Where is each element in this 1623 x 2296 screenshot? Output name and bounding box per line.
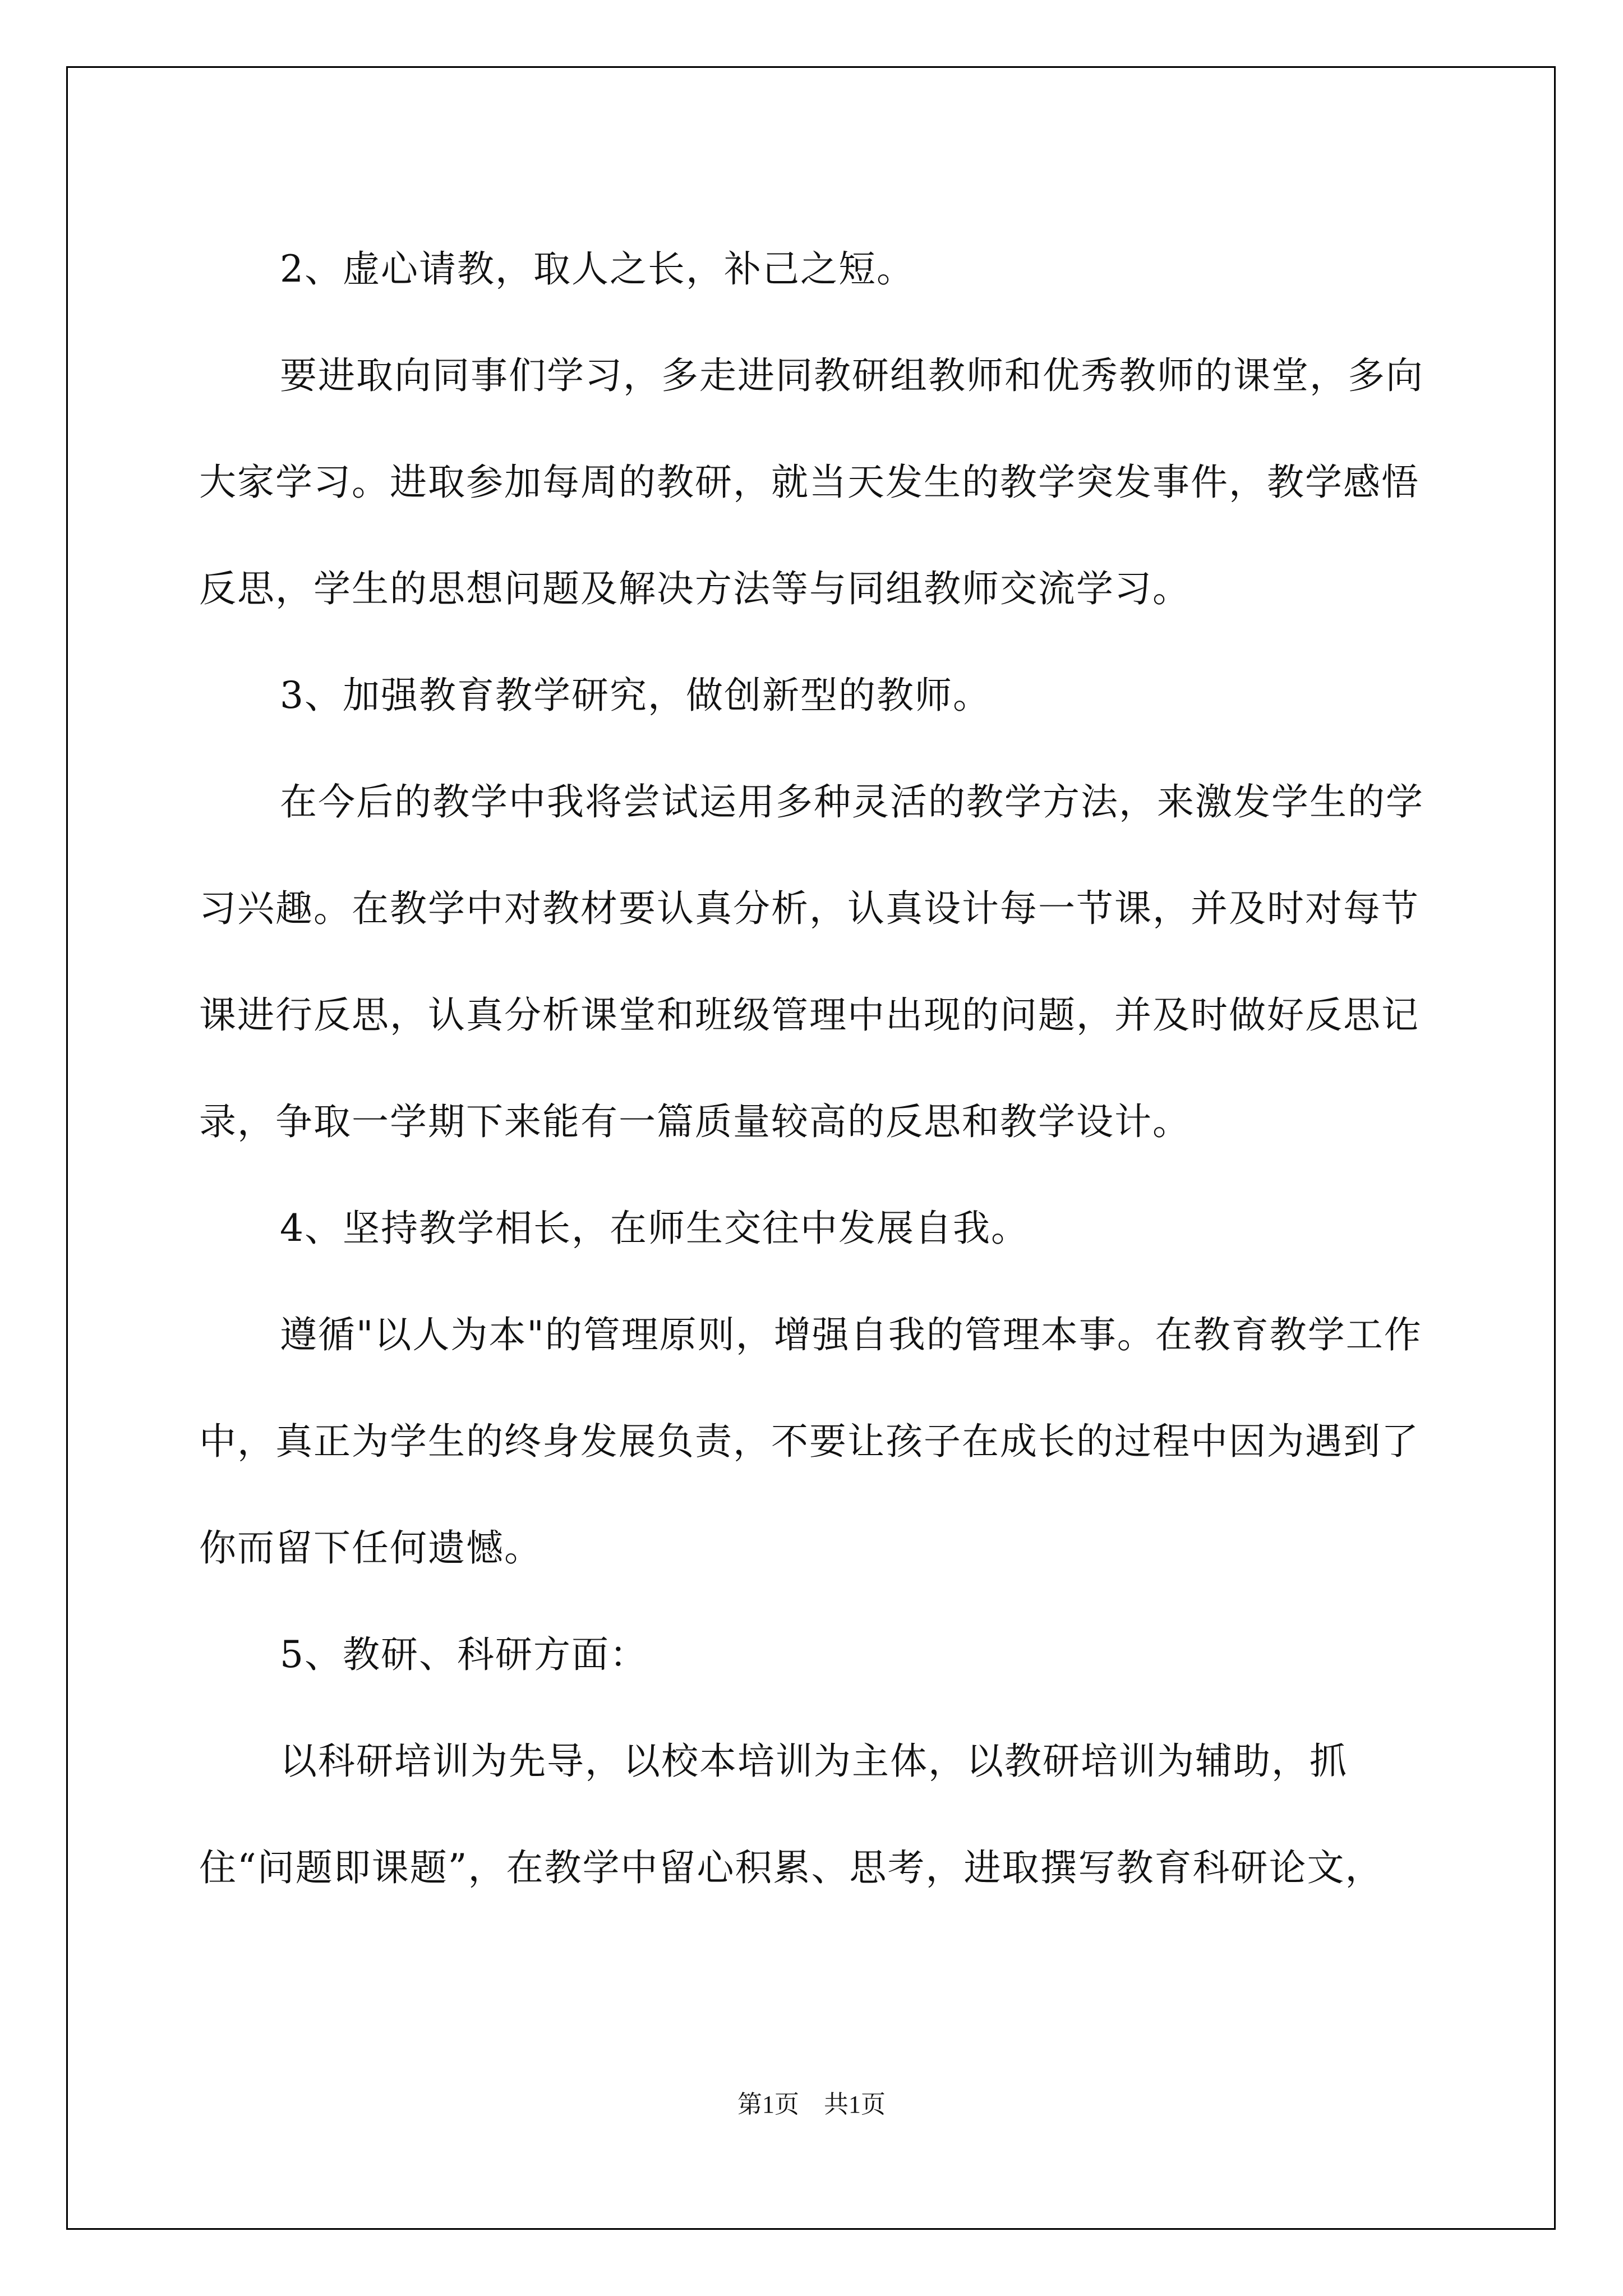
- document-body: [199, 216, 1433, 1921]
- section-heading-4: 4、坚持教学相长，在师生交往中发展自我。: [280, 1207, 1029, 1250]
- body-paragraph-2: 在今后的教学中我将尝试运用多种灵活的教学方法，来激发学生的学习兴趣。在教学中对教材要认真分析，认真设计每一节课，并及时对每节课进行反思，认真分析课堂和班级管理中出现的问题，并及时做好反思记录，争取一学期下来能有一篇质量较高的反思和教学设计。: [199, 780, 1424, 1143]
- section-heading-2: 2、虚心请教，取人之长，补己之短。: [280, 247, 915, 291]
- body-paragraph-1: 要进取向同事们学习，多走进同教研组教师和优秀教师的课堂，多向大家学习。进取参加每周的教研，就当天发生的教学突发事件，教学感悟反思，学生的思想问题及解决方法等与同组教师交流学习。: [199, 354, 1424, 610]
- body-paragraph-4: 以科研培训为先导，以校本培训为主体，以教研培训为辅助，抓住“问题即课题”，在教学中留心积累、思考，进取撰写教育科研论文，: [199, 1740, 1384, 1889]
- section-heading-5: 5、教研、科研方面：: [280, 1633, 648, 1676]
- section-heading-3: 3、加强教育教学研究，做创新型的教师。: [280, 674, 991, 717]
- page-footer: 第1页 共1页: [737, 2091, 886, 2118]
- body-paragraph-3: 遵循"以人为本"的管理原则，增强自我的管理本事。在教育教学工作中，真正为学生的终身发展负责，不要让孩子在成长的过程中因为遇到了你而留下任何遗憾。: [199, 1313, 1422, 1570]
